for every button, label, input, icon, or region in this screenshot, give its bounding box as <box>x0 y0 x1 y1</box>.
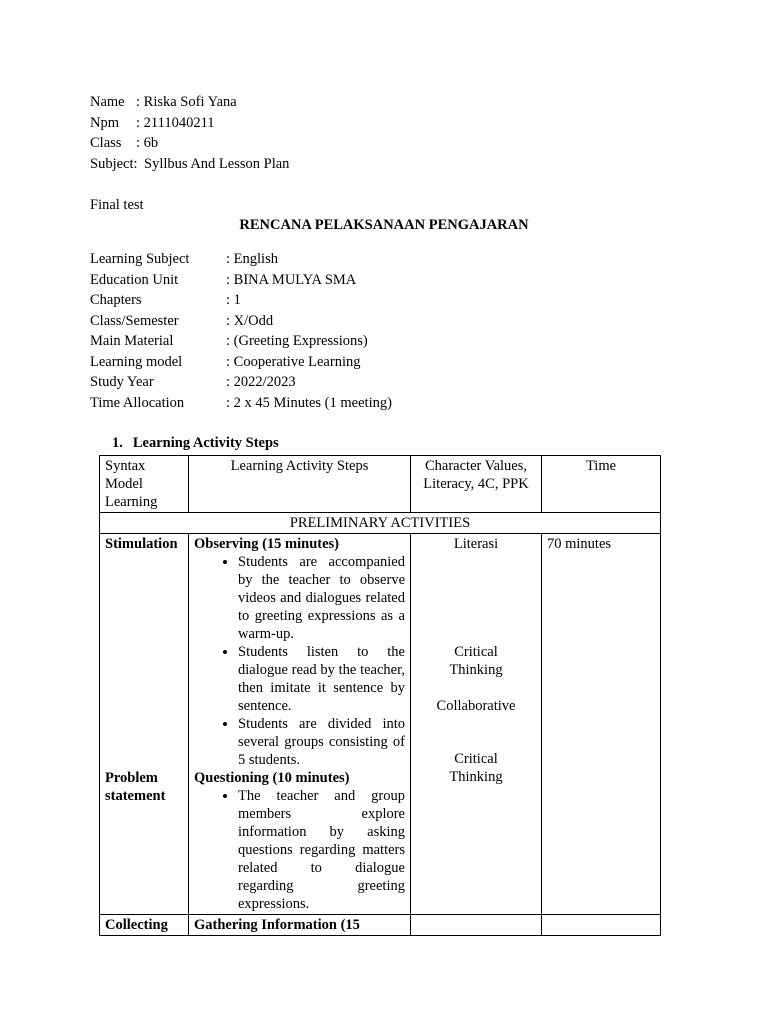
document-title: RENCANA PELAKSANAAN PENGAJARAN <box>239 217 529 233</box>
final-test-label: Final test <box>90 197 144 213</box>
empty-cell <box>411 915 542 936</box>
activity-cell <box>189 534 411 915</box>
info-value: : 2 x 45 Minutes (1 meeting) <box>226 394 392 411</box>
info-value: : Cooperative Learning <box>226 353 361 370</box>
questioning-title: Questioning (10 minutes) <box>194 770 350 786</box>
header-syntax: Syntax Model Learning <box>100 456 189 513</box>
header-time: Time <box>542 456 661 513</box>
observing-title: Observing (15 minutes) <box>194 536 339 552</box>
info-row <box>90 270 392 291</box>
syntax-stimulation: Stimulation <box>105 536 178 552</box>
lesson-info <box>90 249 392 413</box>
info-label: Education Unit <box>90 271 179 288</box>
table-header-row <box>100 456 661 513</box>
info-value: : (Greeting Expressions) <box>226 333 368 349</box>
info-row <box>90 372 392 393</box>
list-item: • Students are accompanied by the teacher to observe videos and dialogues related to greeting expressions as a warm-up. <box>238 553 405 643</box>
observing-list <box>194 553 405 769</box>
header-values: Character Values, Literacy, 4C, PPK <box>411 456 542 513</box>
learning-activity-table <box>99 455 661 936</box>
empty-cell <box>542 915 661 936</box>
value-critical-thinking: Critical Thinking <box>449 644 503 678</box>
info-label: Learning model <box>90 353 183 370</box>
value-literasi: Literasi <box>453 536 499 552</box>
name-label: Name <box>90 94 125 110</box>
info-row <box>90 290 392 311</box>
info-label: Class/Semester <box>90 312 179 329</box>
info-row <box>90 352 392 373</box>
info-label: Time Allocation <box>90 394 185 411</box>
info-label: Chapters <box>90 292 142 308</box>
table-row <box>100 915 661 936</box>
info-label: Study Year <box>90 374 154 390</box>
class-label: Class <box>90 135 122 151</box>
header-activity: Learning Activity Steps <box>189 456 411 513</box>
table-row <box>100 534 661 915</box>
info-row <box>90 311 392 332</box>
time-cell: 70 minutes <box>542 534 661 915</box>
syntax-cell <box>100 534 189 915</box>
questioning-list <box>194 787 405 913</box>
info-value: : BINA MULYA SMA <box>226 271 357 288</box>
syntax-problem-statement: Problem statement <box>105 770 166 804</box>
info-value: : 1 <box>226 292 241 308</box>
section-number: 1. <box>112 435 123 451</box>
subject-value: Syllbus And Lesson Plan <box>144 155 290 172</box>
value-critical-thinking-2: Critical Thinking <box>449 751 503 785</box>
info-label: Main Material <box>90 333 174 349</box>
name-value: : Riska Sofi Yana <box>136 94 237 110</box>
npm-label: Npm <box>90 114 119 131</box>
info-row <box>90 249 392 270</box>
syntax-collecting: Collecting <box>100 915 189 936</box>
info-value: : 2022/2023 <box>226 374 296 390</box>
info-value: : English <box>226 251 278 267</box>
subject-label: Subject: <box>90 155 138 172</box>
section-heading <box>112 433 279 454</box>
preliminary-activities: PRELIMINARY ACTIVITIES <box>100 513 661 534</box>
values-cell <box>411 534 542 915</box>
info-row <box>90 393 392 414</box>
student-info <box>90 92 289 174</box>
npm-value: : 2111040211 <box>136 114 215 131</box>
info-label: Learning Subject <box>90 251 190 267</box>
class-value: : 6b <box>136 135 159 151</box>
value-collaborative: Collaborative <box>436 698 516 714</box>
list-item: • Students are divided into several groups consisting of 5 students. <box>238 715 405 769</box>
info-row <box>90 331 392 352</box>
list-item: • The teacher and group members explore information by asking questions regarding matters related to dialogue regarding greeting expressions. <box>238 787 405 913</box>
list-item: • Students listen to the dialogue read by the teacher, then imitate it sentence by sentence. <box>238 643 405 715</box>
preliminary-row <box>100 513 661 534</box>
info-value: : X/Odd <box>226 312 274 329</box>
gathering-title: Gathering Information (15 <box>189 915 411 936</box>
section-title: Learning Activity Steps <box>132 435 279 451</box>
